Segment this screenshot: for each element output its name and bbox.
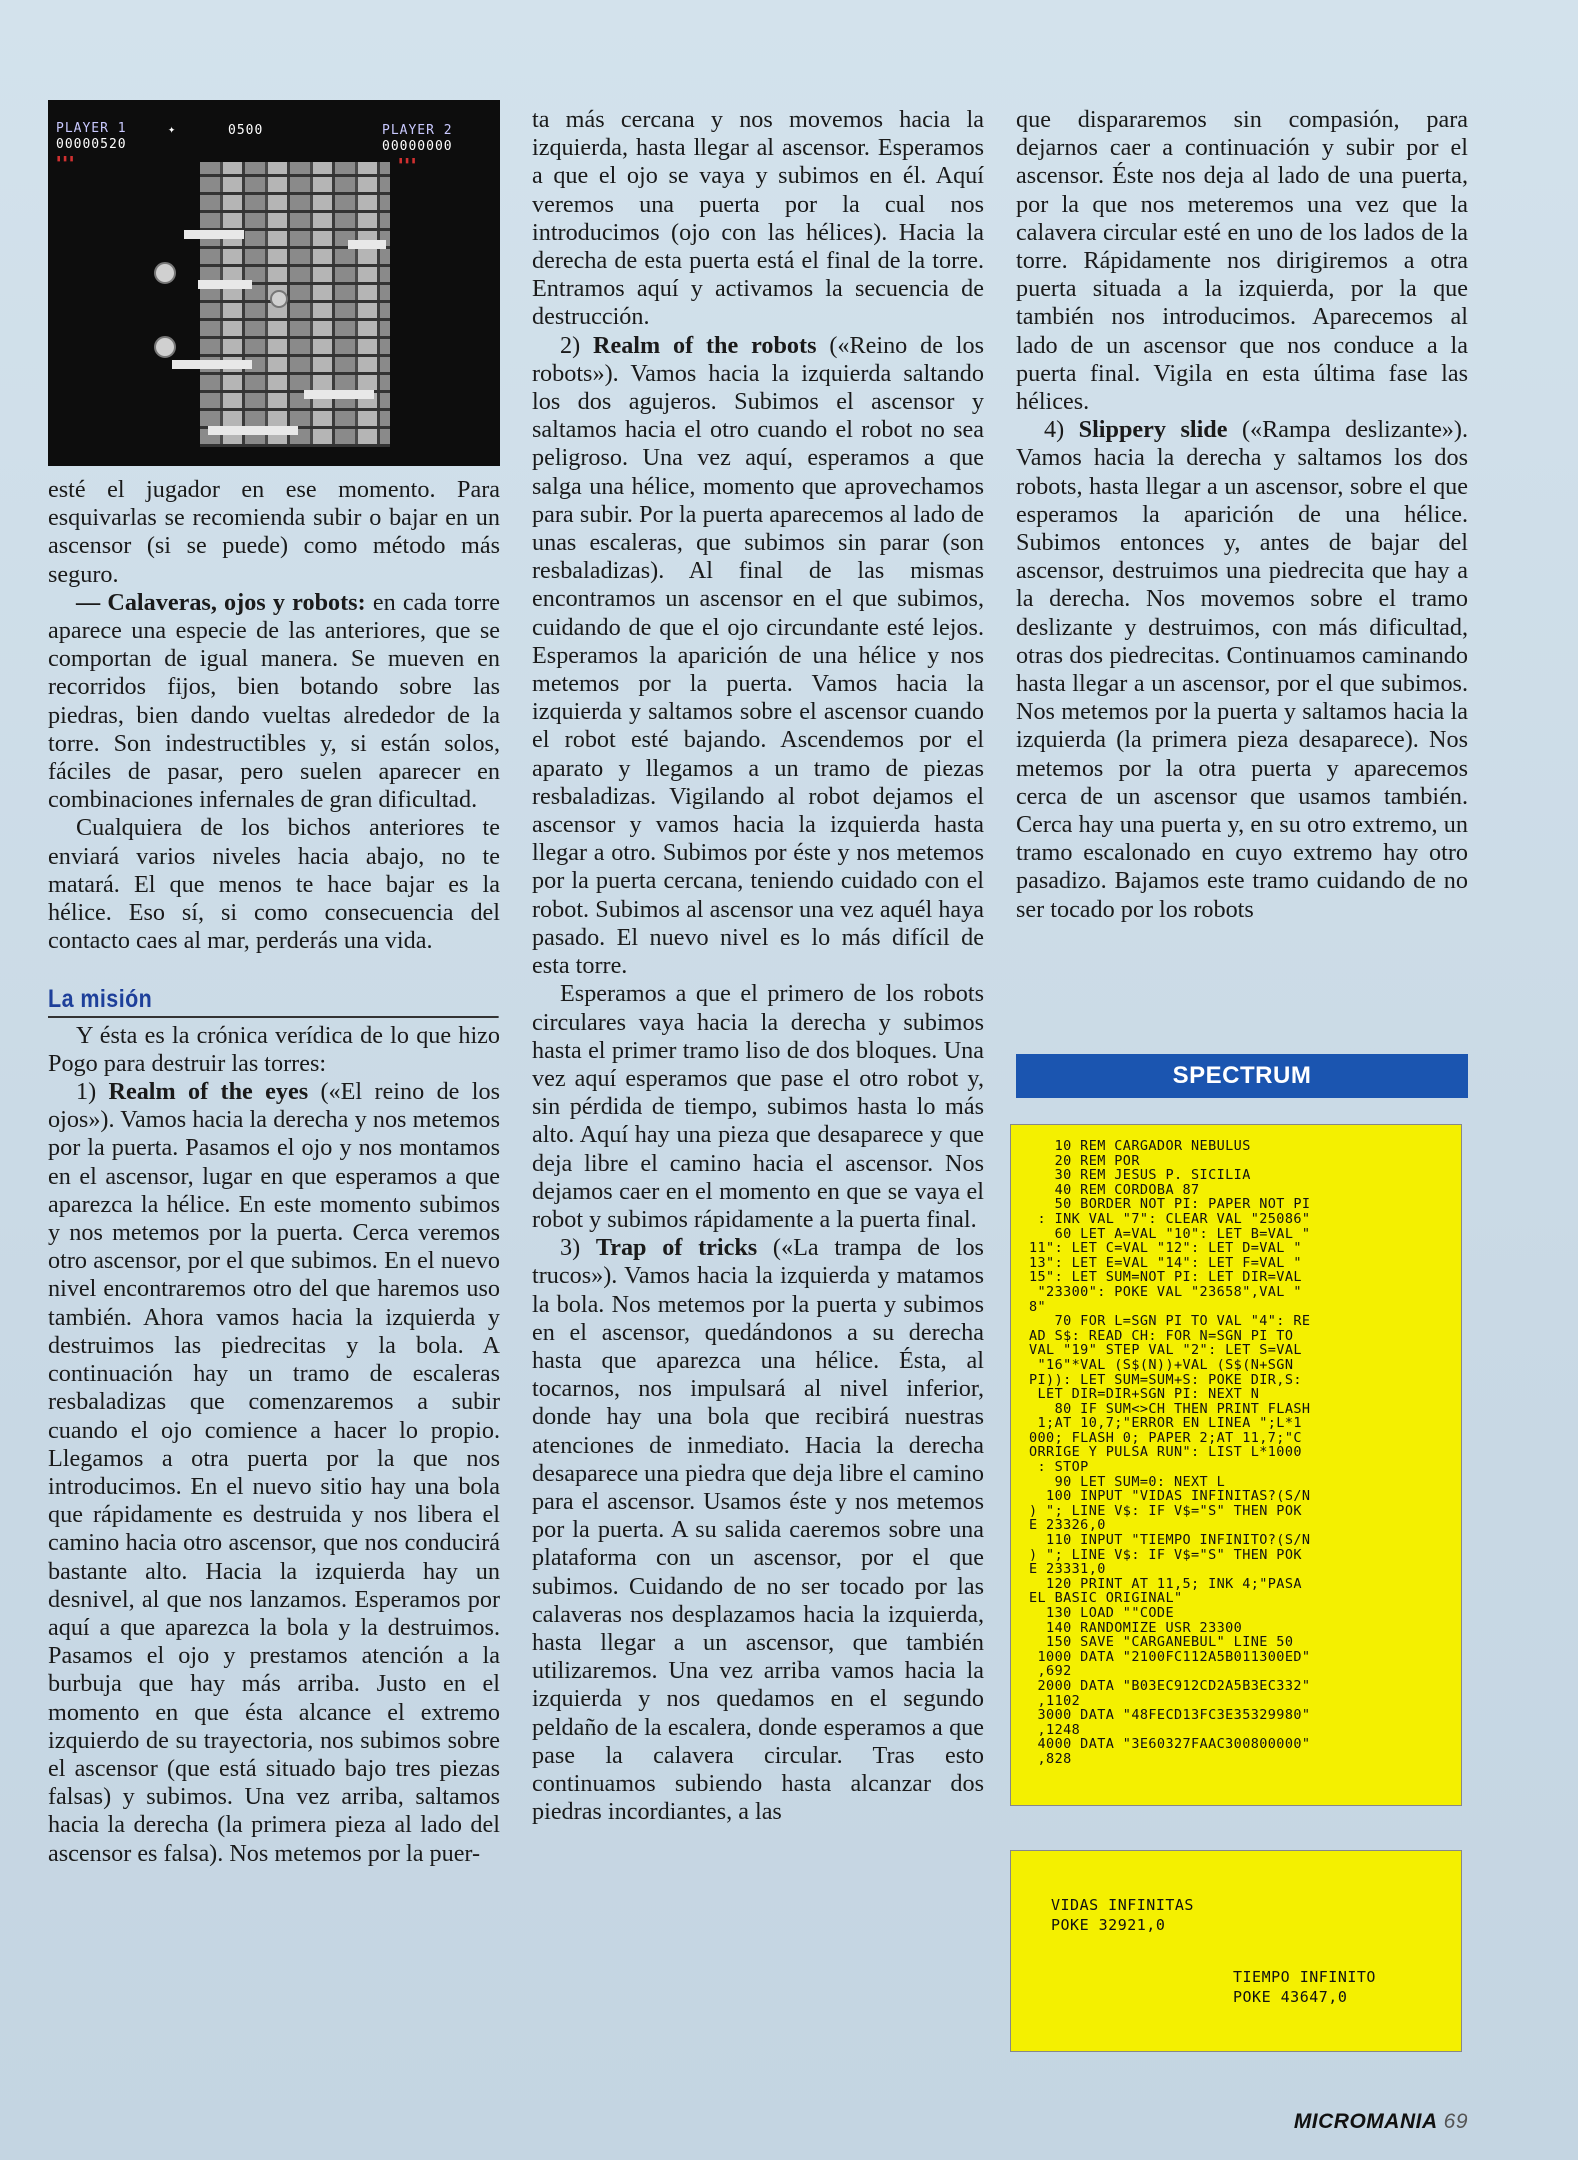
- pogo-player-icon: [270, 290, 288, 308]
- paragraph-text: («Reino de los robots»). Vamos hacia la izquierda saltando los dos agujeros. Subimos el ascensor y saltamos hacia el otro cuando el robot no sea peligroso. Una vez aquí, esperamos a que salga una hélice, momento que aprovechamos para subir. Por la puerta aparecemos al lado de unas escaleras, que subimos sin parar (son resbaladizas). Al final de las mismas encontramos un ascensor en el que subimos, cuidando de que el ojo circundante esté lejos. Esperamos la aparición de una hélice y nos metemos por la puerta. Vamos hacia la izquierda y saltamos sobre el ascensor cuando el robot esté bajando. Ascendemos por el aparato y llegamos a un tramo de piezas resbaladizas. Vigilando al robot dejamos el ascensor y vamos hacia la izquierda hasta llegar a otro. Subimos por éste y nos metemos por la puerta cercana, teniendo cuidado con el robot. Subimos al ascensor una vez aquél haya pasado. El nuevo nivel es lo más difícil de esta torre.: [532, 331, 985, 980]
- section-heading: La misión: [48, 985, 499, 1017]
- list-number: 2): [560, 331, 593, 359]
- paragraph-text: («El reino de los ojos»). Vamos hacia la derecha y nos metemos por la puerta. Pasamos el ojo y nos montamos en el ascensor, lugar en que esperamos a que aparezca la hélice. En este momento subimos y nos metemos por la puerta. Cerca veremos otro ascensor, por el que subimos. En el nuevo nivel encontraremos otro del que haremos uso también. Ahora vamos hacia la izquierda y destruimos las piedrecitas y la bola. A continuación hay un tramo de escaleras resbaladizas que comenzaremos a subir cuando el ojo comience a hacer lo propio. Llegamos a otra puerta por la que nos introducimos. En el nuevo sitio hay una bola que rápidamente es destruida y nos libera el camino hacia otro ascensor, que nos conducirá bastante alto. Hacia la izquierda hay un desnivel, al que nos lanzamos. Esperamos por aquí a que aparezca la bola y la destruimos. Pasamos el ojo y prestamos atención a la burbuja que hay más arriba. Justo en el momento en que ésta alcance el extremo izquierdo de su trayectoria, nos subimos sobre el ascensor (que está situado bajo tres piezas falsas) y subimos. Una vez arriba, saltamos hacia la derecha (la primera pieza al lado del ascensor es falsa). Nos metemos por la puer-: [48, 1078, 500, 1867]
- tower-graphic: [200, 162, 390, 447]
- column-1: [48, 100, 500, 1868]
- paragraph-text: en cada torre aparece una especie de las anteriores, que se comportan de igual manera. Se mueven en recorridos fijos, bien botando sobre las piedras, bien dando vueltas alrededor de la torre. Son indestructibles y, si están solos, fáciles de pasar, pero suelen aparecer en combinaciones infernales de gran dificultad.: [48, 588, 500, 814]
- player2-lives-icon: ▮▮▮: [398, 156, 418, 166]
- paragraph: [48, 1078, 500, 1868]
- list-number: 4): [1044, 416, 1079, 444]
- bold-term: — Calaveras, ojos y robots:: [76, 588, 366, 616]
- paragraph: [1016, 416, 1468, 924]
- paragraph: [532, 332, 984, 981]
- tower-step: [208, 426, 298, 435]
- player1-lives-icon: ▮▮▮: [56, 154, 76, 164]
- tower-step: [304, 390, 374, 399]
- paragraph: Y ésta es la crónica verídica de lo que hizo Pogo para destruir las torres:: [48, 1021, 500, 1077]
- ball-enemy-icon: [154, 262, 176, 284]
- player1-marker-icon: ✦: [168, 122, 177, 136]
- spectrum-box-title: SPECTRUM: [1016, 1054, 1468, 1098]
- tower-name: Trap of tricks: [595, 1234, 758, 1262]
- tower-step: [172, 360, 252, 369]
- ball-enemy-icon: [154, 336, 176, 358]
- vidas-poke: POKE 32921,0: [1051, 1916, 1166, 1934]
- tower-step: [198, 280, 252, 289]
- tiempo-poke: POKE 43647,0: [1233, 1988, 1348, 2006]
- basic-listing: 10 REM CARGADOR NEBULUS 20 REM POR 30 REM JESUS P. SICILIA 40 REM CORDOBA 87 50 BORDER NOT PI: PAPER NOT PI : INK VAL "7": CLEAR VAL "25086" 60 LET A=VAL "10": LET B=VAL " 11": LET C=VAL "12": LET D=VAL " 13": LET E=VAL "14": LET F=VAL " 15": LET SUM=NOT PI: LET DIR=VAL "23300": POKE VAL "23658",VAL " 8" 70 FOR L=SGN PI TO VAL "4": RE AD S$: READ CH: FOR N=SGN PI TO VAL "19" STEP VAL "2": LET S=VAL "16"*VAL (S$(N))+VAL (S$(N+SGN PI)): LET SUM=SUM+S: POKE DIR,S: LET DIR=DIR+SGN PI: NEXT N 80 IF SUM<>CH THEN PRINT FLASH 1;AT 10,7;"ERROR EN LINEA ";L*1 000; FLASH 0; PAPER 2;AT 11,7;"C ORRIGE Y PULSA RUN": LIST L*1000 : STOP 90 LET SUM=0: NEXT L 100 INPUT "VIDAS INFINITAS?(S/N ) "; LINE V$: IF V$="S" THEN POK E 23326,0 110 INPUT "TIEMPO INFINITO?(S/N ) "; LINE V$: IF V$="S" THEN POK E 23331,0 120 PRINT AT 11,5; INK 4;"PASA EL BASIC ORIGINAL" 130 LOAD ""CODE 140 RANDOMIZE USR 23300 150 SAVE "CARGANEBUL" LINE 50 1000 DATA "2100FC112A5B011300ED" ,692 2000 DATA "B03EC912CD2A5B3EC332" ,1102 3000 DATA "48FECD13FC3E35329980" ,1248 4000 DATA "3E60327FAAC300800000" ,828: [1029, 1138, 1311, 1767]
- column-3: [1016, 106, 1468, 924]
- game-screenshot: [48, 100, 500, 466]
- player2-label: PLAYER 2: [382, 123, 453, 138]
- paragraph: ta más cercana y nos movemos hacia la izquierda, hasta llegar al ascensor. Esperamos a que el ojo se vaya y subimos en él. Aquí veremos una puerta por la cual nos introducimos (ojo con las hélices). Hacia la derecha de esta puerta está el final de la torre. Entramos aquí y activamos la secuencia de destrucción.: [532, 106, 984, 331]
- tower-step: [184, 230, 244, 239]
- tower-name: Realm of the robots: [593, 331, 817, 359]
- tiempo-label: TIEMPO INFINITO: [1233, 1968, 1376, 1986]
- paragraph: Cualquiera de los bichos anteriores te enviará varios niveles hacia abajo, no te matará. El que menos te hace bajar es la hélice. Eso sí, si como consecuencia del contacto caes al mar, perderás una vida.: [48, 814, 500, 955]
- tower-step: [348, 240, 386, 249]
- paragraph: [48, 589, 500, 815]
- player2-score: 00000000: [382, 139, 453, 154]
- paragraph: [532, 1234, 984, 1826]
- hiscore: 0500: [228, 123, 264, 138]
- magazine-name: MICROMANIA: [1293, 2110, 1438, 2133]
- list-number: 1): [76, 1078, 109, 1106]
- paragraph-text: («Rampa deslizante»). Vamos hacia la derecha y saltamos los dos robots, hasta llegar a un ascensor, sobre el que esperamos la aparición de una hélice. Subimos entonces y, antes de bajar del ascensor, destruimos una piedrecita que hay a la derecha. Nos movemos sobre el tramo deslizante y destruimos, con más dificultad, otras dos piedrecitas. Continuamos caminando hasta llegar a un ascensor, por el que subimos. Nos metemos por la puerta y saltamos hacia la izquierda (la primera pieza desaparece). Nos metemos por la otra puerta y aparecemos cerca de un ascensor que usamos también. Cerca hay una puerta y, en su otro extremo, un tramo escalonado en cuyo extremo hay otro pasadizo. Bajamos este tramo cuidando de no ser tocado por los robots: [1016, 416, 1468, 923]
- basic-listing-box: [1010, 1124, 1462, 1806]
- page-footer: [1294, 2110, 1468, 2134]
- page-number: 69: [1443, 2110, 1468, 2133]
- paragraph: que dispararemos sin compasión, para dejarnos caer a continuación y subir por el ascensor. Éste nos deja al lado de una puerta, por la que nos meteremos una vez que la calavera circular esté en uno de los lados de la torre. Rápidamente nos dirigiremos a otra puerta situada a la izquierda, por la que también nos introducimos. Aparecemos al lado de un ascensor que nos conduce a la puerta final. Vigila en esta última fase las hélices.: [1016, 106, 1468, 416]
- list-number: 3): [560, 1234, 596, 1262]
- paragraph: esté el jugador en ese momento. Para esquivarlas se recomienda subir o bajar en un ascensor (si se puede) como método más seguro.: [48, 476, 500, 588]
- vidas-label: VIDAS INFINITAS: [1051, 1896, 1194, 1914]
- tower-name: Realm of the eyes: [108, 1078, 309, 1106]
- pokes-box: [1010, 1850, 1462, 2052]
- paragraph-text: («La trampa de los trucos»). Vamos hacia la izquierda y matamos la bola. Nos metemos por la puerta y subimos en el ascensor, quedándonos a su derecha hasta que aparezca una hélice. Ésta, al tocarnos, nos impulsará al nivel inferior, donde hay una bola que recibirá nuestras atenciones de inmediato. Hacia la derecha desaparece una piedra que deja libre el camino para el ascensor. Usamos éste y nos metemos por la puerta. A su salida caeremos sobre una plataforma con un ascensor, por el que subimos. Cuidando de no ser tocado por las calaveras nos desplazamos hacia la izquierda, hasta llegar a un ascensor, que también utilizaremos. Una vez arriba vamos hacia la izquierda y nos quedamos en el segundo peldaño de la escalera, donde esperamos a que pase la calavera circular. Tras esto continuamos subiendo hasta alcanzar dos piedras incordiantes, a las: [532, 1234, 984, 1826]
- tower-name: Slippery slide: [1078, 416, 1228, 444]
- player1-label: PLAYER 1: [56, 121, 127, 136]
- column-2: [532, 106, 984, 1826]
- player1-score: 00000520: [56, 137, 127, 152]
- paragraph: Esperamos a que el primero de los robots circulares vaya hacia la derecha y subimos hasta el primer tramo liso de dos bloques. Una vez aquí esperamos que pase el otro robot y, sin pérdida de tiempo, subimos hasta lo más alto. Aquí hay una pieza que desaparece y que deja libre el camino hacia el ascensor. Nos dejamos caer en el momento en que se vaya el robot y subimos rápidamente a la puerta final.: [532, 980, 984, 1233]
